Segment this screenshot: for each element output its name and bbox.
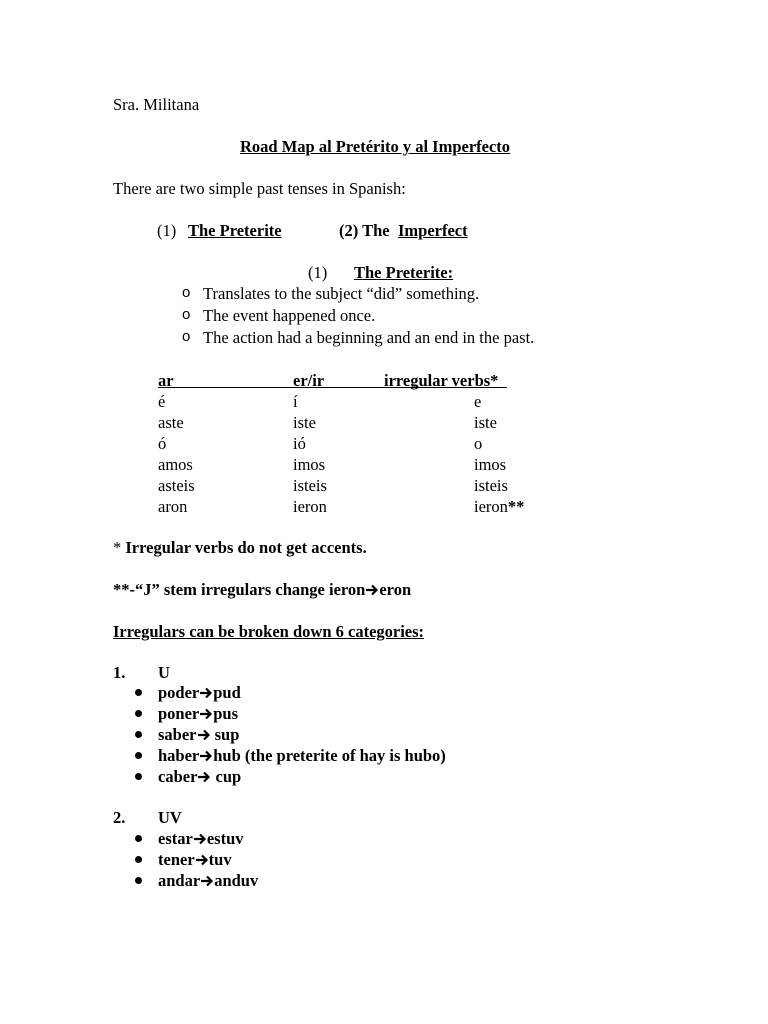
right-arrow-icon — [199, 707, 213, 721]
verb-stem: cup — [211, 767, 242, 786]
verb-infinitive: haber — [158, 746, 200, 765]
note-text: Irregular verbs do not get accents. — [125, 538, 367, 557]
right-arrow-icon — [199, 686, 213, 700]
category-number: 2. — [113, 808, 126, 827]
list-item — [158, 745, 446, 766]
list-item — [158, 703, 238, 724]
author-name: Sra. Militana — [113, 95, 200, 114]
table-cell: isteis — [474, 476, 508, 495]
list-item — [158, 682, 241, 703]
table-cell: isteis — [293, 476, 327, 495]
category-number: 1. — [113, 663, 126, 682]
preterite-section-heading: The Preterite: — [354, 263, 454, 282]
verb-stem: pus — [213, 704, 239, 723]
verb-infinitive: estar — [158, 829, 193, 848]
verb-stem: pud — [213, 683, 241, 702]
verb-infinitive: tener — [158, 850, 195, 869]
table-header-er-ir: er/ir — [293, 371, 325, 390]
bullet-dot — [135, 877, 142, 884]
bullet-marker: o — [182, 328, 191, 345]
verb-infinitive: caber — [158, 767, 198, 786]
verb-stem: estuv — [206, 829, 244, 848]
bullet-dot — [135, 752, 142, 759]
right-arrow-icon — [200, 874, 214, 888]
table-cell: aron — [158, 497, 188, 516]
verb-infinitive: saber — [158, 725, 197, 744]
table-cell: asteis — [158, 476, 195, 495]
categories-heading: Irregulars can be broken down 6 categories: — [113, 622, 425, 641]
right-arrow-icon — [365, 583, 379, 597]
list-item — [158, 828, 244, 849]
table-cell: imos — [293, 455, 326, 474]
right-arrow-icon — [195, 853, 209, 867]
table-cell: iste — [474, 413, 497, 432]
table-cell: iste — [293, 413, 316, 432]
bullet-marker: o — [182, 284, 191, 301]
table-cell: o — [474, 434, 483, 453]
tense-two-prefix: (2) The — [339, 221, 390, 240]
tense-two-label: Imperfect — [398, 221, 468, 240]
verb-infinitive: poner — [158, 704, 200, 723]
table-cell: e — [474, 392, 482, 411]
bullet-dot — [135, 856, 142, 863]
table-cell: imos — [474, 455, 507, 474]
bullet-dot — [135, 773, 142, 780]
verb-stem: hub (the preterite of hay is hubo) — [213, 746, 446, 765]
tense-one-number: (1) — [157, 221, 177, 240]
table-cell: aste — [158, 413, 184, 432]
list-item — [158, 849, 232, 870]
double-asterisk: ** — [507, 497, 525, 516]
right-arrow-icon — [199, 749, 213, 763]
category-label: UV — [158, 808, 182, 827]
right-arrow-icon — [197, 728, 211, 742]
table-cell-text: ieron — [474, 497, 508, 516]
table-cell: ieron — [293, 497, 327, 516]
right-arrow-icon — [193, 832, 207, 846]
verb-stem: sup — [210, 725, 240, 744]
note-asterisk: * — [113, 538, 122, 557]
bullet-marker: o — [182, 306, 191, 323]
verb-infinitive: andar — [158, 871, 201, 890]
bullet-dot — [135, 710, 142, 717]
table-cell-last — [474, 496, 524, 517]
list-item — [158, 766, 241, 787]
page-title: Road Map al Pretérito y al Imperfecto — [240, 137, 511, 156]
note-text: eron — [379, 580, 412, 599]
bullet-dot — [135, 731, 142, 738]
verb-infinitive: poder — [158, 683, 200, 702]
table-cell: ió — [293, 434, 306, 453]
tense-one-label: The Preterite — [188, 221, 282, 240]
intro-text: There are two simple past tenses in Spanish: — [113, 179, 406, 198]
table-cell: ó — [158, 434, 167, 453]
table-cell: amos — [158, 455, 193, 474]
note-text: **-“J” stem irregulars change ieron — [113, 580, 366, 599]
list-item: The event happened once. — [203, 306, 376, 325]
right-arrow-icon — [197, 770, 211, 784]
list-item — [158, 870, 258, 891]
table-cell: í — [293, 392, 298, 411]
category-label: U — [158, 663, 170, 682]
table-header-irregular: irregular verbs* — [384, 371, 499, 390]
list-item: The action had a beginning and an end in the past. — [203, 328, 535, 347]
table-cell: é — [158, 392, 166, 411]
verb-stem: anduv — [214, 871, 259, 890]
preterite-section-number: (1) — [308, 263, 328, 282]
table-header-ar: ar — [158, 371, 174, 390]
note-irregular-accents — [113, 537, 367, 558]
verb-stem: tuv — [208, 850, 232, 869]
note-j-stem — [113, 579, 411, 600]
bullet-dot — [135, 835, 142, 842]
list-item: Translates to the subject “did” something. — [203, 284, 480, 303]
bullet-dot — [135, 689, 142, 696]
list-item — [158, 724, 239, 745]
